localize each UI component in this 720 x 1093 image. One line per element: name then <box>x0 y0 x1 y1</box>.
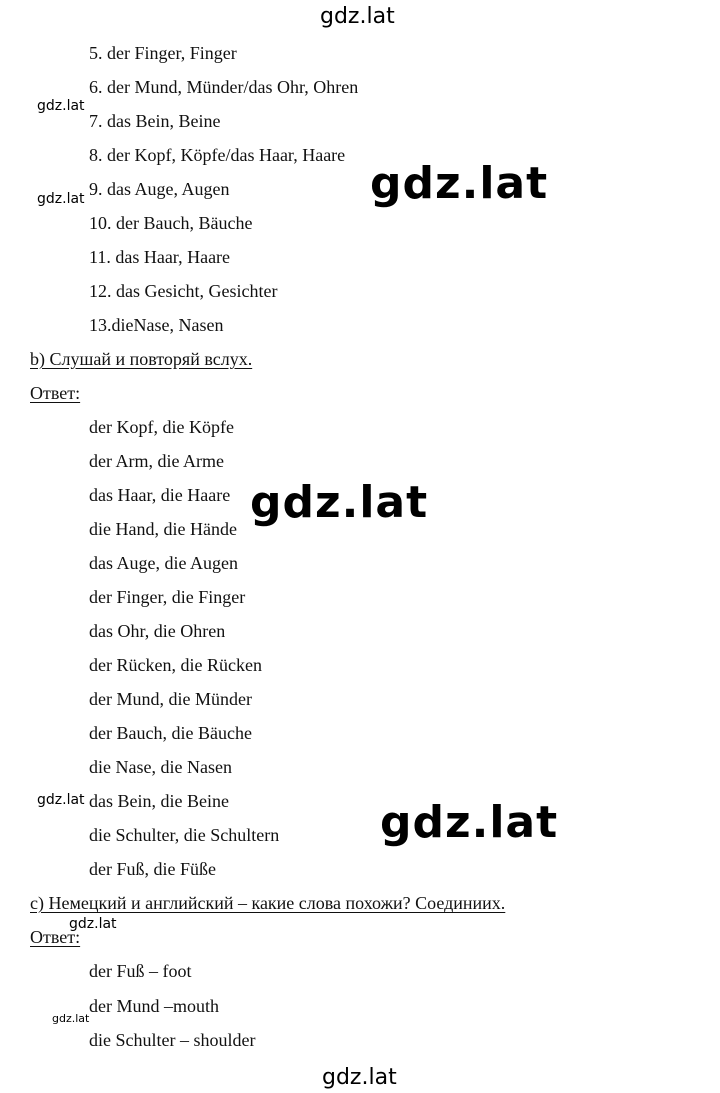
section-b-item: die Nase, die Nasen <box>89 757 232 777</box>
watermark-bottom: gdz.lat <box>322 1065 397 1090</box>
list-a-item: 7. das Bein, Beine <box>89 111 221 131</box>
section-b-item: der Arm, die Arme <box>89 451 224 471</box>
section-c-item: der Fuß – foot <box>89 961 192 981</box>
section-c-answer-label: Ответ: <box>30 927 81 947</box>
section-c-item: der Mund –mouth <box>89 996 219 1016</box>
section-b-item: die Schulter, die Schultern <box>89 825 280 845</box>
list-a-item: 13.dieNase, Nasen <box>89 315 224 335</box>
section-b-item: der Fuß, die Füße <box>89 859 216 879</box>
list-a-item: 5. der Finger, Finger <box>89 43 237 63</box>
watermark-small-1: gdz.lat <box>37 98 85 114</box>
watermark-small-2: gdz.lat <box>37 191 85 207</box>
list-a-item: 8. der Kopf, Köpfe/das Haar, Haare <box>89 145 346 165</box>
watermark-top: gdz.lat <box>320 4 395 29</box>
section-b-item: das Bein, die Beine <box>89 791 229 811</box>
section-b-item: das Haar, die Haare <box>89 485 231 505</box>
watermark-small-3: gdz.lat <box>37 792 85 808</box>
section-b-heading: b) Слушай и повторяй вслух. <box>30 349 253 369</box>
list-a-item: 10. der Bauch, Bäuche <box>89 213 253 233</box>
watermark-large-3: gdz.lat <box>380 797 559 848</box>
list-a-item: 11. das Haar, Haare <box>89 247 231 267</box>
watermark-small-4: gdz.lat <box>69 916 117 932</box>
list-a-item: 6. der Mund, Münder/das Ohr, Ohren <box>89 77 359 97</box>
section-b-item: der Kopf, die Köpfe <box>89 417 234 437</box>
list-a-item: 9. das Auge, Augen <box>89 179 230 199</box>
section-c-heading: c) Немецкий и английский – какие слова похожи? Соединиих. <box>30 893 506 913</box>
section-b-item: die Hand, die Hände <box>89 519 237 539</box>
watermark-large-2: gdz.lat <box>250 477 429 528</box>
watermark-small-5: gdz.lat <box>52 1012 90 1025</box>
section-b-item: das Ohr, die Ohren <box>89 621 226 641</box>
section-c-item: die Schulter – shoulder <box>89 1030 256 1050</box>
section-b-answer-label: Ответ: <box>30 383 81 403</box>
list-a-item: 12. das Gesicht, Gesichter <box>89 281 278 301</box>
watermark-large-1: gdz.lat <box>370 158 549 209</box>
section-b-item: der Finger, die Finger <box>89 587 246 607</box>
section-b-item: das Auge, die Augen <box>89 553 238 573</box>
section-b-item: der Mund, die Münder <box>89 689 252 709</box>
section-b-item: der Bauch, die Bäuche <box>89 723 252 743</box>
section-b-item: der Rücken, die Rücken <box>89 655 262 675</box>
